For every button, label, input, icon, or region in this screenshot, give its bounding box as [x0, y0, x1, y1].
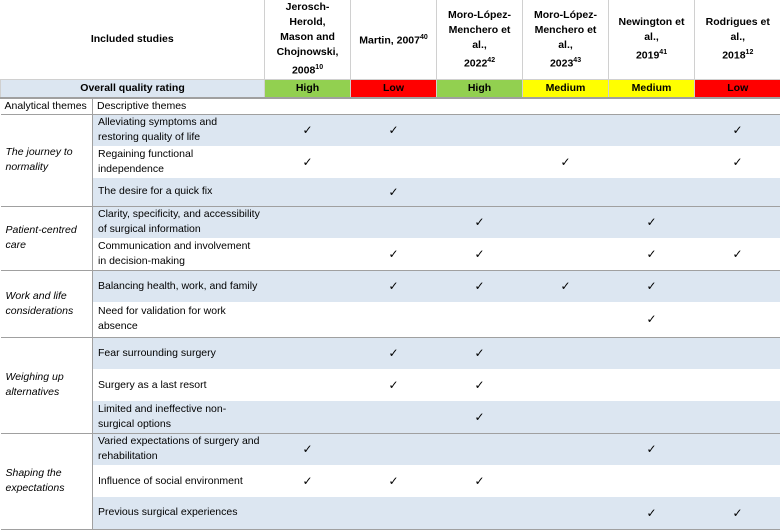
check-mark-icon: ✓ — [695, 497, 780, 529]
check-mark-icon: ✓ — [437, 206, 523, 238]
study-name-line: Chojnowski, 2008 — [277, 46, 339, 77]
reference-number: 12 — [746, 49, 754, 56]
empty-cell — [265, 401, 351, 433]
descriptive-themes-header: Descriptive themes — [93, 98, 780, 115]
quality-rating: Medium — [523, 79, 609, 98]
descriptive-theme: Previous surgical experiences — [93, 497, 265, 529]
empty-cell — [609, 178, 695, 206]
check-mark-icon: ✓ — [523, 270, 609, 302]
study-name-line: Moro-López- — [448, 9, 511, 21]
check-mark-icon: ✓ — [265, 433, 351, 465]
analytical-theme: Patient-centred care — [1, 206, 93, 270]
table-body — [1, 114, 780, 529]
empty-cell — [265, 178, 351, 206]
included-studies-label: Included studies — [1, 0, 265, 79]
empty-cell — [351, 302, 437, 337]
quality-rating: Low — [351, 79, 437, 98]
descriptive-theme: Influence of social environment — [93, 465, 265, 497]
header-row — [1, 0, 780, 79]
empty-cell — [265, 337, 351, 369]
analytical-theme: Weighing up alternatives — [1, 337, 93, 433]
empty-cell — [265, 369, 351, 401]
check-mark-icon: ✓ — [695, 114, 780, 146]
empty-cell — [695, 206, 780, 238]
analytical-theme: The journey to normality — [1, 114, 93, 206]
empty-cell — [609, 369, 695, 401]
descriptive-theme: Varied expectations of surgery and rehabilitation — [93, 433, 265, 465]
study-name-line: Moro-López- — [534, 9, 597, 21]
empty-cell — [437, 146, 523, 178]
table-row — [1, 206, 780, 238]
check-mark-icon: ✓ — [265, 465, 351, 497]
empty-cell — [523, 206, 609, 238]
analytical-theme: Shaping the expectations — [1, 433, 93, 529]
table-row — [1, 465, 780, 497]
table-row — [1, 369, 780, 401]
table-row — [1, 401, 780, 433]
table-row — [1, 238, 780, 270]
study-header-6 — [695, 0, 780, 79]
empty-cell — [523, 401, 609, 433]
study-header-5 — [609, 0, 695, 79]
descriptive-theme: Need for validation for work absence — [93, 302, 265, 337]
analytical-theme: Work and life considerations — [1, 270, 93, 337]
study-header-3 — [437, 0, 523, 79]
study-header-1 — [265, 0, 351, 79]
empty-cell — [265, 238, 351, 270]
empty-cell — [609, 114, 695, 146]
reference-number: 40 — [420, 34, 428, 41]
table-row — [1, 146, 780, 178]
check-mark-icon: ✓ — [351, 337, 437, 369]
empty-cell — [437, 302, 523, 337]
study-name-line: Martin, 2007 — [359, 35, 420, 47]
check-mark-icon: ✓ — [609, 302, 695, 337]
check-mark-icon: ✓ — [351, 178, 437, 206]
check-mark-icon: ✓ — [609, 206, 695, 238]
descriptive-theme: Limited and ineffective non-surgical options — [93, 401, 265, 433]
check-mark-icon: ✓ — [437, 369, 523, 401]
check-mark-icon: ✓ — [609, 433, 695, 465]
check-mark-icon: ✓ — [265, 146, 351, 178]
table-row — [1, 270, 780, 302]
empty-cell — [695, 178, 780, 206]
empty-cell — [523, 433, 609, 465]
check-mark-icon: ✓ — [609, 238, 695, 270]
descriptive-theme: Clarity, specificity, and accessibility of surgical information — [93, 206, 265, 238]
empty-cell — [265, 497, 351, 529]
study-name-line: Newington et al., — [619, 16, 685, 43]
check-mark-icon: ✓ — [437, 401, 523, 433]
empty-cell — [609, 465, 695, 497]
empty-cell — [265, 270, 351, 302]
empty-cell — [265, 206, 351, 238]
study-header-4 — [523, 0, 609, 79]
theme-column-headers — [1, 98, 780, 115]
study-name-line: Menchero et al., — [449, 24, 511, 51]
empty-cell — [523, 178, 609, 206]
check-mark-icon: ✓ — [609, 497, 695, 529]
empty-cell — [695, 337, 780, 369]
check-mark-icon: ✓ — [437, 465, 523, 497]
check-mark-icon: ✓ — [609, 270, 695, 302]
quality-rating: Low — [695, 79, 780, 98]
check-mark-icon: ✓ — [695, 238, 780, 270]
study-name-line: Rodrigues et al., — [706, 16, 770, 43]
empty-cell — [523, 497, 609, 529]
empty-cell — [695, 369, 780, 401]
check-mark-icon: ✓ — [437, 238, 523, 270]
empty-cell — [523, 337, 609, 369]
empty-cell — [523, 302, 609, 337]
check-mark-icon: ✓ — [351, 114, 437, 146]
check-mark-icon: ✓ — [351, 270, 437, 302]
table-row — [1, 337, 780, 369]
reference-number: 43 — [573, 57, 581, 64]
quality-rating: Medium — [609, 79, 695, 98]
reference-number: 41 — [659, 49, 667, 56]
empty-cell — [695, 302, 780, 337]
study-name-line: 2019 — [636, 50, 659, 62]
study-name-line: Mason and — [280, 31, 335, 43]
check-mark-icon: ✓ — [695, 146, 780, 178]
descriptive-theme: Fear surrounding surgery — [93, 337, 265, 369]
check-mark-icon: ✓ — [523, 146, 609, 178]
check-mark-icon: ✓ — [437, 337, 523, 369]
study-header-2 — [351, 0, 437, 79]
empty-cell — [351, 206, 437, 238]
study-name-line: Jerosch-Herold, — [286, 1, 330, 28]
empty-cell — [351, 146, 437, 178]
empty-cell — [523, 114, 609, 146]
empty-cell — [523, 465, 609, 497]
table-row — [1, 497, 780, 529]
descriptive-theme: Balancing health, work, and family — [93, 270, 265, 302]
descriptive-theme: Regaining functional independence — [93, 146, 265, 178]
empty-cell — [437, 114, 523, 146]
empty-cell — [609, 401, 695, 433]
table-row — [1, 433, 780, 465]
empty-cell — [437, 178, 523, 206]
check-mark-icon: ✓ — [351, 238, 437, 270]
descriptive-theme: Alleviating symptoms and restoring quality of life — [93, 114, 265, 146]
empty-cell — [351, 497, 437, 529]
empty-cell — [695, 433, 780, 465]
quality-rating: High — [265, 79, 351, 98]
table-row — [1, 302, 780, 337]
empty-cell — [437, 497, 523, 529]
empty-cell — [609, 146, 695, 178]
empty-cell — [695, 465, 780, 497]
reference-number: 42 — [487, 57, 495, 64]
analytical-themes-header: Analytical themes — [1, 98, 93, 115]
quality-row — [1, 79, 780, 98]
descriptive-theme: Surgery as a last resort — [93, 369, 265, 401]
empty-cell — [523, 369, 609, 401]
empty-cell — [523, 238, 609, 270]
study-name-line: 2018 — [722, 50, 745, 62]
empty-cell — [265, 302, 351, 337]
empty-cell — [351, 401, 437, 433]
quality-label: Overall quality rating — [1, 79, 265, 98]
empty-cell — [609, 337, 695, 369]
empty-cell — [695, 270, 780, 302]
check-mark-icon: ✓ — [351, 465, 437, 497]
quality-rating: High — [437, 79, 523, 98]
descriptive-theme: Communication and involvement in decision-making — [93, 238, 265, 270]
study-name-line: 2023 — [550, 57, 573, 69]
study-name-line: 2022 — [464, 57, 487, 69]
check-mark-icon: ✓ — [437, 270, 523, 302]
empty-cell — [437, 433, 523, 465]
reference-number: 10 — [315, 64, 323, 71]
table-row — [1, 178, 780, 206]
check-mark-icon: ✓ — [351, 369, 437, 401]
empty-cell — [351, 433, 437, 465]
study-name-line: Menchero et al., — [535, 24, 597, 51]
check-mark-icon: ✓ — [265, 114, 351, 146]
empty-cell — [695, 401, 780, 433]
descriptive-theme: The desire for a quick fix — [93, 178, 265, 206]
table-row — [1, 114, 780, 146]
